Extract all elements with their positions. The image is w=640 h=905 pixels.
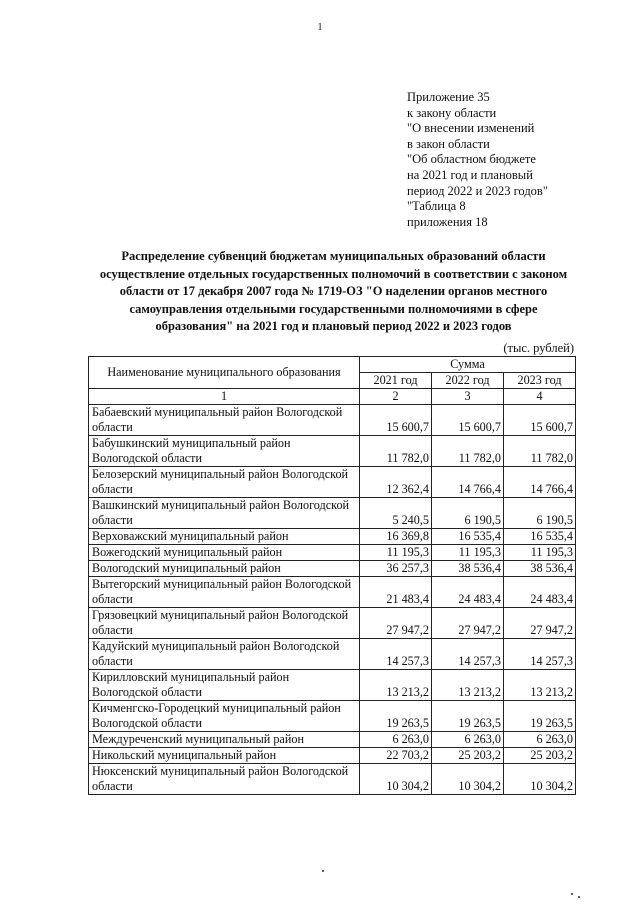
- value-2023-cell: 25 203,2: [504, 748, 576, 764]
- value-2022-cell: 16 535,4: [432, 529, 504, 545]
- table-row: [89, 764, 576, 795]
- scan-speck: [322, 870, 324, 872]
- column-number: 1: [89, 389, 360, 405]
- value-2022-cell: 6 190,5: [432, 498, 504, 529]
- value-2021-cell: 14 257,3: [360, 639, 432, 670]
- value-2023-cell: 24 483,4: [504, 577, 576, 608]
- value-2022-cell: 19 263,5: [432, 701, 504, 732]
- value-2022-cell: 13 213,2: [432, 670, 504, 701]
- table-body: [89, 405, 576, 795]
- table-row: [89, 467, 576, 498]
- table-row: [89, 436, 576, 467]
- value-2023-cell: 14 766,4: [504, 467, 576, 498]
- value-2021-cell: 11 782,0: [360, 436, 432, 467]
- table-row: [89, 498, 576, 529]
- municipality-name-cell: Бабушкинский муниципальный район Вологодской области: [89, 436, 360, 467]
- appendix-line: Приложение 35: [407, 90, 490, 104]
- column-number: 3: [432, 389, 504, 405]
- value-2021-cell: 12 362,4: [360, 467, 432, 498]
- table-row: [89, 670, 576, 701]
- value-2021-cell: 22 703,2: [360, 748, 432, 764]
- value-2023-cell: 15 600,7: [504, 405, 576, 436]
- value-2021-cell: 11 195,3: [360, 545, 432, 561]
- value-2022-cell: 38 536,4: [432, 561, 504, 577]
- appendix-line: "Таблица 8: [407, 199, 466, 214]
- value-2023-cell: 14 257,3: [504, 639, 576, 670]
- value-2022-cell: 25 203,2: [432, 748, 504, 764]
- document-title: Распределение субвенций бюджетам муниципальных образований области осуществление отдельных государственных полномочий в соответствии с законом области от 17 декабря 2007 года № 1719-ОЗ "О наделении органов местного самоуправления отдельными государственными полномочиями в сфере образования" на 2021 год и плановый период 2022 и 2023 годов: [99, 249, 568, 334]
- table-row: [89, 748, 576, 764]
- value-2023-cell: 27 947,2: [504, 608, 576, 639]
- appendix-line: к закону области: [407, 105, 497, 120]
- header-municipality: Наименование муниципального образования: [89, 357, 360, 389]
- value-2021-cell: 10 304,2: [360, 764, 432, 795]
- table-row: [89, 608, 576, 639]
- subventions-table: [88, 356, 576, 795]
- value-2022-cell: 10 304,2: [432, 764, 504, 795]
- municipality-name-cell: Нюксенский муниципальный район Вологодской области: [89, 764, 360, 795]
- municipality-name-cell: Кирилловский муниципальный район Вологодской области: [89, 670, 360, 701]
- table-row: [89, 561, 576, 577]
- value-2021-cell: 13 213,2: [360, 670, 432, 701]
- table-row: [89, 732, 576, 748]
- value-2023-cell: 19 263,5: [504, 701, 576, 732]
- header-year-2021: 2021 год: [360, 373, 432, 389]
- table-row: [89, 529, 576, 545]
- value-2021-cell: 15 600,7: [360, 405, 432, 436]
- appendix-line: "Об областном бюджете: [407, 152, 536, 167]
- value-2023-cell: 11 195,3: [504, 545, 576, 561]
- municipality-name-cell: Междуреченский муниципальный район: [89, 732, 360, 748]
- column-number: 2: [360, 389, 432, 405]
- municipality-name-cell: Вожегодский муниципальный район: [89, 545, 360, 561]
- value-2022-cell: 11 782,0: [432, 436, 504, 467]
- municipality-name-cell: Грязовецкий муниципальный район Вологодской области: [89, 608, 360, 639]
- header-sum: Сумма: [360, 357, 576, 373]
- municipality-name-cell: Белозерский муниципальный район Вологодской области: [89, 467, 360, 498]
- appendix-line: приложения 18: [407, 214, 488, 229]
- appendix-line: в закон области: [407, 136, 490, 151]
- header-year-2022: 2022 год: [432, 373, 504, 389]
- value-2021-cell: 19 263,5: [360, 701, 432, 732]
- value-2023-cell: 16 535,4: [504, 529, 576, 545]
- municipality-name-cell: Вашкинский муниципальный район Вологодской области: [89, 498, 360, 529]
- value-2023-cell: 11 782,0: [504, 436, 576, 467]
- value-2021-cell: 16 369,8: [360, 529, 432, 545]
- units-label: (тыс. рублей): [503, 341, 574, 355]
- value-2021-cell: 27 947,2: [360, 608, 432, 639]
- value-2022-cell: 11 195,3: [432, 545, 504, 561]
- appendix-line: на 2021 год и плановый: [407, 167, 533, 182]
- value-2022-cell: 6 263,0: [432, 732, 504, 748]
- value-2023-cell: 13 213,2: [504, 670, 576, 701]
- table-row: [89, 405, 576, 436]
- municipality-name-cell: Вытегорский муниципальный район Вологодской области: [89, 577, 360, 608]
- municipality-name-cell: Верховажский муниципальный район: [89, 529, 360, 545]
- column-number: 4: [504, 389, 576, 405]
- value-2023-cell: 6 263,0: [504, 732, 576, 748]
- value-2023-cell: 38 536,4: [504, 561, 576, 577]
- municipality-name-cell: Кадуйский муниципальный район Вологодской области: [89, 639, 360, 670]
- table-row: [89, 545, 576, 561]
- scan-speck: [571, 893, 573, 895]
- value-2021-cell: 6 263,0: [360, 732, 432, 748]
- value-2021-cell: 21 483,4: [360, 577, 432, 608]
- municipality-name-cell: Никольский муниципальный район: [89, 748, 360, 764]
- value-2023-cell: 6 190,5: [504, 498, 576, 529]
- municipality-name-cell: Бабаевский муниципальный район Вологодской области: [89, 405, 360, 436]
- appendix-line: "О внесении изменений: [407, 121, 535, 136]
- value-2022-cell: 24 483,4: [432, 577, 504, 608]
- municipality-name-cell: Кичменгско-Городецкий муниципальный район Вологодской области: [89, 701, 360, 732]
- table-row: [89, 701, 576, 732]
- table-row: [89, 577, 576, 608]
- appendix-reference: [407, 90, 548, 230]
- value-2021-cell: 5 240,5: [360, 498, 432, 529]
- municipality-name-cell: Вологодский муниципальный район: [89, 561, 360, 577]
- scan-speck: [578, 896, 580, 898]
- value-2023-cell: 10 304,2: [504, 764, 576, 795]
- value-2022-cell: 14 766,4: [432, 467, 504, 498]
- header-year-2023: 2023 год: [504, 373, 576, 389]
- value-2022-cell: 15 600,7: [432, 405, 504, 436]
- page-number: 1: [317, 22, 323, 33]
- table-row: [89, 639, 576, 670]
- value-2022-cell: 14 257,3: [432, 639, 504, 670]
- appendix-line: период 2022 и 2023 годов": [407, 183, 548, 198]
- value-2021-cell: 36 257,3: [360, 561, 432, 577]
- value-2022-cell: 27 947,2: [432, 608, 504, 639]
